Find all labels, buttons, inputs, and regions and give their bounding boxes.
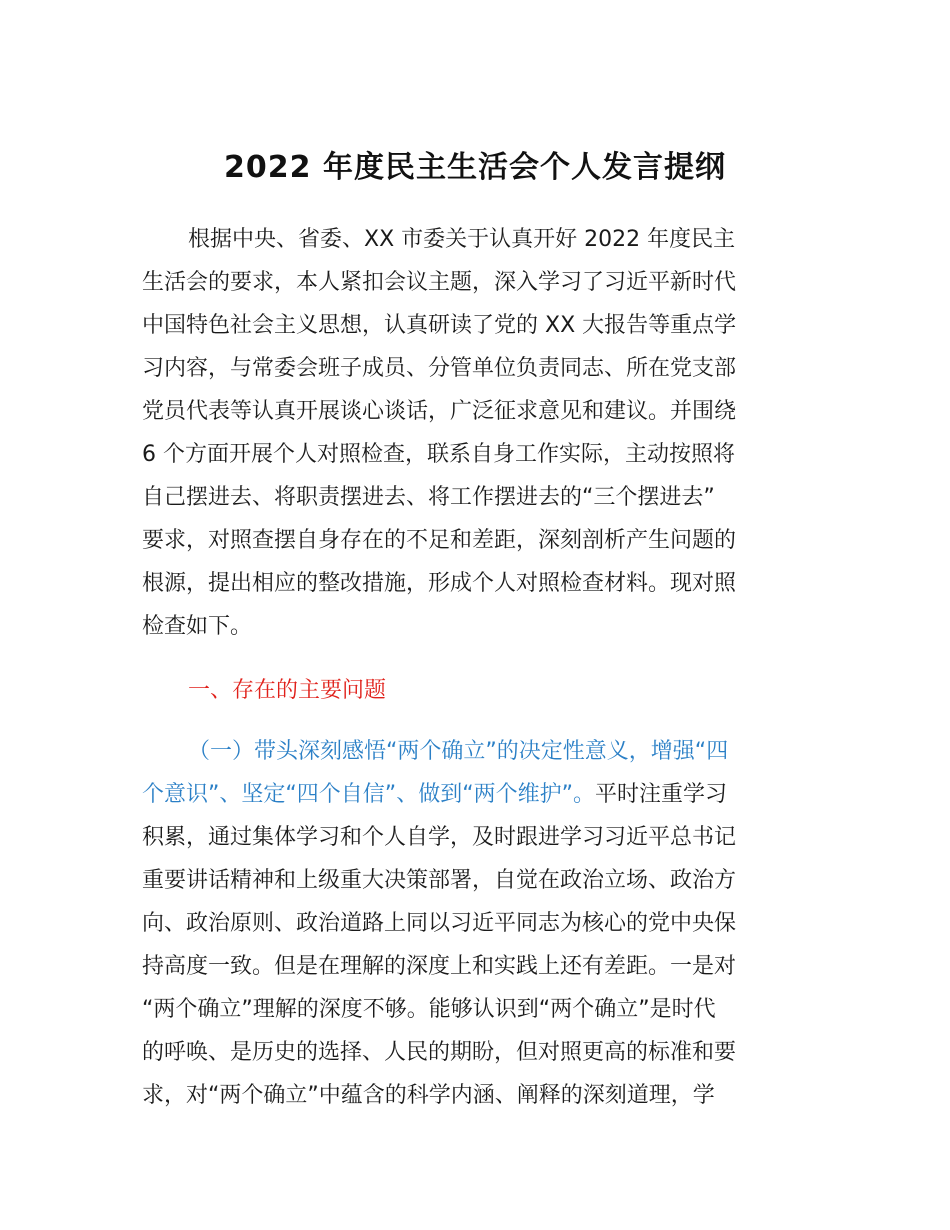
intro-line: 要求，对照查摆自身存在的不足和差距，深刻剖析产生问题的	[142, 528, 737, 553]
intro-line: 检查如下。	[142, 614, 253, 639]
intro-line: 根源，提出相应的整改措施，形成个人对照检查材料。现对照	[142, 571, 737, 596]
section-heading: 一、存在的主要问题	[188, 678, 387, 703]
body-text: 平时注重学习	[595, 782, 728, 807]
body-line: 求，对“两个确立”中蕴含的科学内涵、阐释的深刻道理，学	[142, 1083, 715, 1108]
intro-line: 自己摆进去、将职责摆进去、将工作摆进去的“三个摆进去”	[142, 485, 715, 510]
intro-line: 党员代表等认真开展谈心谈话，广泛征求意见和建议。并围绕	[142, 399, 737, 424]
intro-line: 生活会的要求，本人紧扣会议主题，深入学习了习近平新时代	[142, 270, 737, 295]
body-line: 的呼唤、是历史的选择、人民的期盼，但对照更高的标准和要	[142, 1040, 737, 1065]
body-line: “两个确立”理解的深度不够。能够认识到“两个确立”是时代	[142, 997, 716, 1022]
body-line: 积累，通过集体学习和个人自学，及时跟进学习习近平总书记	[142, 825, 737, 850]
intro-line: 中国特色社会主义思想，认真研读了党的 XX 大报告等重点学	[142, 313, 737, 338]
sub-heading-line: （一）带头深刻感悟“两个确立”的决定性意义，增强“四	[188, 739, 729, 764]
body-line: 持高度一致。但是在理解的深度上和实践上还有差距。一是对	[142, 954, 737, 979]
document-title: 2022 年度民主生活会个人发言提纲	[224, 150, 726, 185]
body-line: 重要讲话精神和上级重大决策部署，自觉在政治立场、政治方	[142, 868, 737, 893]
sub-heading-line: 个意识”、坚定“四个自信”、做到“两个维护”。	[142, 782, 595, 807]
body-line: 向、政治原则、政治道路上同以习近平同志为核心的党中央保	[142, 911, 737, 936]
intro-line: 习内容，与常委会班子成员、分管单位负责同志、所在党支部	[142, 356, 737, 381]
intro-line: 根据中央、省委、XX 市委关于认真开好 2022 年度民主	[188, 227, 736, 252]
intro-line: 6 个方面开展个人对照检查，联系自身工作实际，主动按照将	[142, 442, 735, 467]
sub-heading-continuation	[142, 780, 727, 810]
